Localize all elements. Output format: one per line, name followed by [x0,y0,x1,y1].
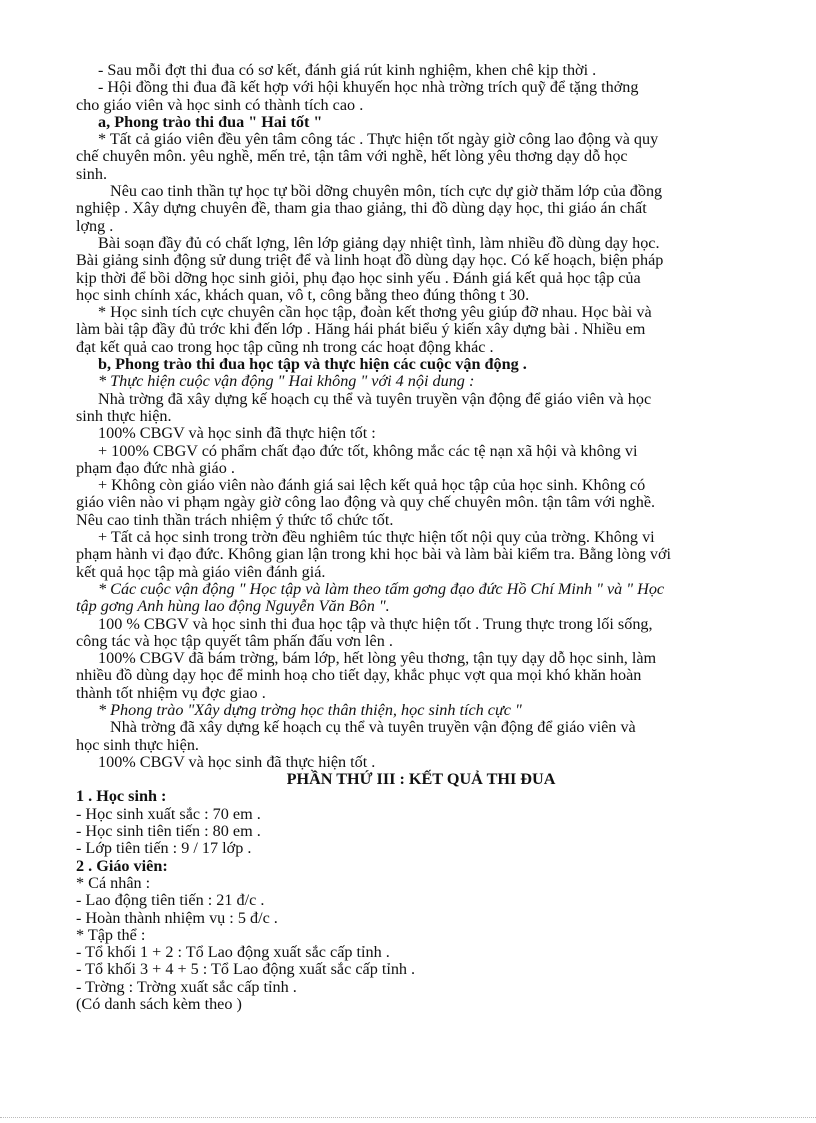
body-line: 100% CBGV và học sinh đã thực hiện tốt . [98,752,376,771]
body-line: - Hội đồng thi đua đã kết hợp với hội khuyến học nhà trờng trích quỹ để tặng thởng [98,78,639,97]
document-page [76,62,766,1013]
body-line: công tác và học tập quyết tâm phấn đấu vơn lên . [76,631,393,650]
body-line: * Các cuộc vận động " Học tập và làm theo tấm gơng đạo đức Hồ Chí Minh " và " Học [98,579,665,598]
body-line: thành tốt nhiệm vụ đợc giao . [76,683,266,702]
body-line: chế chuyên môn. yêu nghề, mến trẻ, tận tâm với nghề, hết lòng yêu thơng dạy dỗ học [76,147,628,166]
body-line: - Sau mỗi đợt thi đua có sơ kết, đánh giá rút kinh nghiệm, khen chê kịp thời . [98,61,597,79]
body-line: học sinh thực hiện. [76,735,199,754]
body-line: nghiệp . Xây dựng chuyên đề, tham gia thao giảng, thi đồ dùng dạy học, thi giáo án chất [76,199,647,218]
body-line: Nhà trờng đã xây dựng kế hoạch cụ thể và tuyên truyền vận động để giáo viên và học [98,389,652,408]
section-heading-b: b, Phong trào thi đua học tập và thực hiện các cuộc vận động . [98,355,527,374]
body-line: phạm đạo đức nhà giáo . [76,458,235,477]
body-line: * Tất cả giáo viên đều yên tâm công tác . Thực hiện tốt ngày giờ công lao động và quy [98,130,659,149]
body-line: + 100% CBGV có phẩm chất đạo đức tốt, không mắc các tệ nạn xã hội và không vi [98,441,638,460]
body-line: + Tất cả học sinh trong trờn đều nghiêm túc thực hiện tốt nội quy của trờng. Không vi [98,528,655,547]
body-line: * Phong trào "Xây dựng trờng học thân thiện, học sinh tích cực " [98,700,522,719]
body-line: 100% CBGV đã bám trờng, bám lớp, hết lòng yêu thơng, tận tụy dạy dỗ học sinh, làm [98,649,657,668]
body-line: lợng . [76,216,114,235]
result-line: - Trờng : Trờng xuất sắc cấp tỉnh . [76,977,297,996]
result-line: * Tập thể : [76,925,146,944]
subheading-students: 1 . Học sinh : [76,787,167,806]
body-line: Nêu cao tinh thần tự học tự bồi dỡng chuyên môn, tích cực dự giờ thăm lớp của đồng [110,182,663,201]
body-line: Nhà trờng đã xây dựng kế hoạch cụ thể và tuyên truyền vận động để giáo viên và [110,718,636,737]
body-line: Nêu cao tinh thần trách nhiệm ý thức tổ chức tốt. [76,510,394,529]
result-line: - Học sinh tiên tiến : 80 em . [76,822,261,841]
body-line: tập gơng Anh hùng lao động Nguyễn Văn Bôn ". [76,597,390,616]
body-line: * Thực hiện cuộc vận động " Hai không " với 4 nội dung : [98,372,475,391]
section-heading-a: a, Phong trào thi đua " Hai tốt " [98,112,323,131]
body-line: sinh. [76,164,108,183]
body-line: + Không còn giáo viên nào đánh giá sai lệch kết quả học tập của học sinh. Không có [98,476,646,495]
result-line: - Học sinh xuất sắc : 70 em . [76,804,261,823]
body-line: học sinh chính xác, khách quan, vô t, công bằng theo đúng thông t 30. [76,285,530,304]
page-bottom-divider [0,1117,816,1118]
body-line: kịp thời để bồi dỡng học sinh giỏi, phụ đạo học sinh yếu . Đánh giá kết quả học tập của [76,268,641,287]
body-line: Bài soạn đầy đủ có chất lợng, lên lớp giảng dạy nhiệt tình, làm nhiều đồ dùng dạy học. [98,233,660,252]
body-line: 100% CBGV và học sinh đã thực hiện tốt : [98,424,376,443]
body-line: Bài giảng sinh động sử dung triệt để và linh hoạt đồ dùng dạy học. Có kế hoạch, biện pháp [76,251,664,270]
body-line: làm bài tập đầy đủ trớc khi đến lớp . Hăng hái phát biểu ý kiến xây dựng bài . Nhiều em [76,320,646,339]
body-line: sinh thực hiện. [76,406,172,425]
body-line: * Học sinh tích cực chuyên cần học tập, đoàn kết thơng yêu giúp đỡ nhau. Học bài và [98,303,652,322]
body-line: cho giáo viên và học sinh có thành tích cao . [76,95,364,114]
result-line: - Hoàn thành nhiệm vụ : 5 đ/c . [76,908,278,927]
body-line: phạm hành vi đạo đức. Không gian lận trong khi học bài và làm bài kiểm tra. Bằng lòng với [76,545,672,564]
body-line: 100 % CBGV và học sinh thi đua học tập và thực hiện tốt . Trung thực trong lối sống, [98,614,653,633]
body-line: đạt kết quả cao trong học tập cũng nh trong các hoạt động khác . [76,337,494,356]
result-line: - Tổ khối 1 + 2 : Tổ Lao động xuất sắc cấp tỉnh . [76,943,390,962]
result-line: - Lao động tiên tiến : 21 đ/c . [76,891,265,910]
subheading-teachers: 2 . Giáo viên: [76,856,168,875]
result-line: - Tổ khối 3 + 4 + 5 : Tổ Lao động xuất sắc cấp tỉnh . [76,960,416,979]
body-line: giáo viên nào vi phạm ngày giờ công lao động và quy chế chuyên môn. tận tâm với nghề. [76,493,656,512]
result-line: * Cá nhân : [76,873,151,892]
body-line: nhiều đồ dùng dạy học để minh hoạ cho tiết dạy, khắc phục vợt qua mọi khó khăn hoàn [76,666,642,685]
body-line: kết quả học tập mà giáo viên đánh giá. [76,562,326,581]
closing-note: (Có danh sách kèm theo ) [76,995,242,1014]
result-line: - Lớp tiên tiến : 9 / 17 lớp . [76,839,252,858]
part-heading: PHẦN THỨ III : KẾT QUẢ THI ĐUA [286,770,556,789]
